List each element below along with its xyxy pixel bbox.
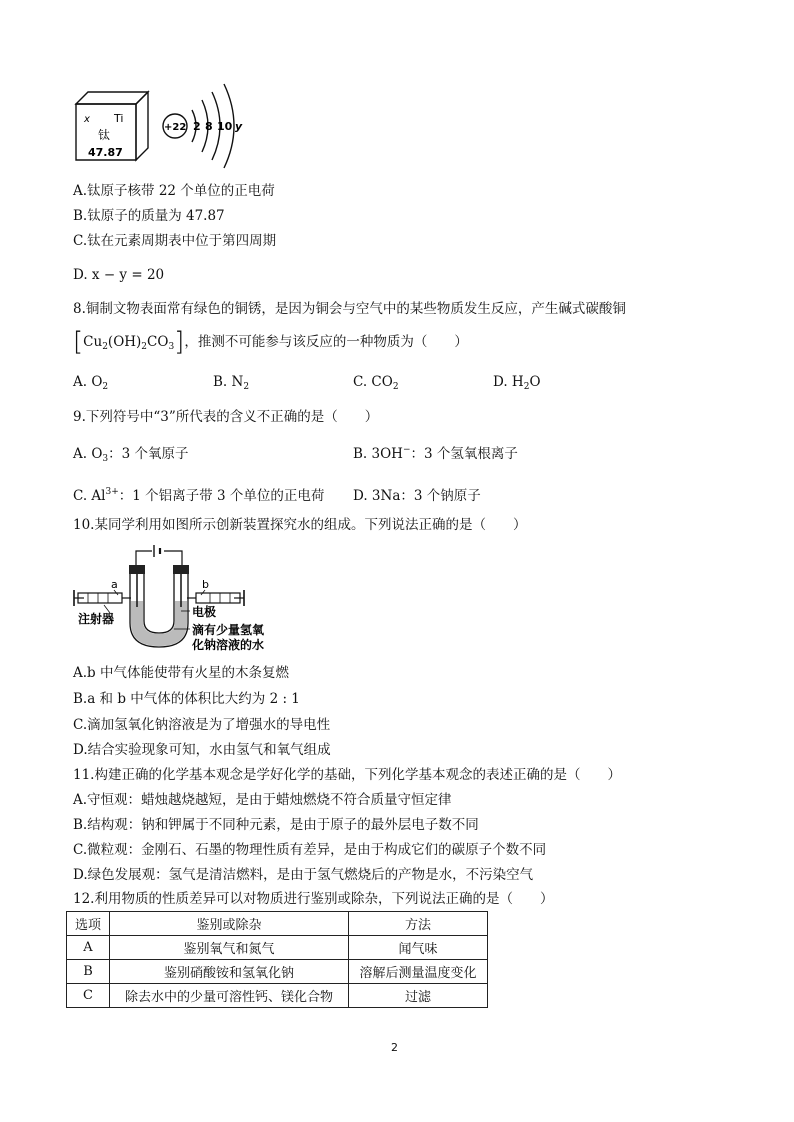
shell-3: 10	[217, 120, 233, 133]
label-a: a	[111, 578, 118, 591]
q10-stem: 10.某同学利用如图所示创新装置探究水的组成。下列说法正确的是（ ）	[73, 517, 527, 533]
q7-option-b[interactable]: B.钛原子的质量为 47.87	[73, 208, 225, 224]
atom-structure-diagram	[163, 84, 243, 168]
formula-bracket-right: ]	[174, 327, 185, 357]
q8-option-a[interactable]: A. $O_2$	[73, 374, 109, 392]
q10-option-c[interactable]: C.滴加氢氧化钠溶液是为了增强水的导电性	[73, 717, 331, 733]
q8-option-c[interactable]: C. $CO_2$	[353, 374, 399, 392]
shell-1: 2	[193, 120, 201, 133]
element-symbol: Ti	[114, 112, 124, 125]
label-syringe: 注射器	[78, 612, 115, 626]
element-card	[76, 92, 148, 160]
q7-option-a[interactable]: A.钛原子核带 22 个单位的正电荷	[73, 183, 275, 199]
header-option: 选项	[67, 912, 110, 936]
table-row: B 鉴别硝酸铵和氢氧化钠 溶解后测量温度变化	[67, 960, 488, 984]
q11-option-d[interactable]: D.绿色发展观：氢气是清洁燃料，是由于氢气燃烧后的产物是水，不污染空气	[73, 867, 534, 883]
q8-option-d[interactable]: D. $H_2O$	[493, 374, 541, 392]
label-solution-1: 滴有少量氢氧	[192, 623, 265, 637]
q10-option-a[interactable]: A.b 中气体能使带有火星的木条复燃	[73, 665, 289, 681]
nucleus-charge: +22	[164, 122, 187, 133]
page-number: 2	[391, 1041, 398, 1054]
shell-2: 8	[205, 120, 213, 133]
q8-stem-tail: ，推测不可能参与该反应的一种物质为（ ）	[184, 334, 468, 350]
formula: $Cu_2(OH)_2CO_3$	[83, 334, 175, 352]
element-mass: 47.87	[88, 146, 123, 159]
q7-figure	[74, 82, 264, 168]
shell-4: y	[235, 120, 243, 133]
table-row: A 鉴别氧气和氮气 闻气味	[67, 936, 488, 960]
q9-option-a[interactable]: A. $O_3$：3 个氧原子	[73, 446, 189, 464]
q10-option-d[interactable]: D.结合实验现象可知，水由氢气和氧气组成	[73, 742, 331, 758]
table-header-row	[67, 912, 488, 936]
q11-option-b[interactable]: B.结构观：钠和钾属于不同种元素，是由于原子的最外层电子数不同	[73, 817, 479, 833]
q8-stem-formula-line	[73, 327, 468, 357]
q9-option-b[interactable]: B. 3OH−：3 个氢氧根离子	[353, 445, 518, 462]
element-name: 钛	[98, 128, 111, 142]
table-row: C 除去水中的少量可溶性钙、镁化合物 过滤	[67, 984, 488, 1008]
q11-option-a[interactable]: A.守恒观：蜡烛越烧越短，是由于蜡烛燃烧不符合质量守恒定律	[73, 792, 452, 808]
q10-option-b[interactable]: B.a 和 b 中气体的体积比大约为 2 : 1	[73, 691, 300, 707]
q12-table	[66, 911, 488, 1008]
header-task: 鉴别或除杂	[110, 912, 349, 936]
q7-option-c[interactable]: C.钛在元素周期表中位于第四周期	[73, 233, 277, 249]
label-solution-2: 化钠溶液的水	[192, 638, 265, 652]
q9-option-c[interactable]: C. $Al^{3+}$：1 个铝离子带 3 个单位的正电荷	[73, 487, 325, 504]
header-method: 方法	[349, 912, 488, 936]
q11-stem: 11.构建正确的化学基本观念是学好化学的基础，下列化学基本观念的表述正确的是（ ）	[73, 767, 621, 783]
q7-option-d[interactable]: D. x − y = 20	[73, 267, 165, 283]
q9-stem: 9.下列符号中“3”所代表的含义不正确的是（ ）	[73, 409, 379, 425]
q12-stem: 12.利用物质的性质差异可以对物质进行鉴别或除杂，下列说法正确的是（ ）	[73, 891, 554, 907]
q11-option-c[interactable]: C.微粒观：金刚石、石墨的物理性质有差异，是由于构成它们的碳原子个数不同	[73, 842, 547, 858]
label-electrode: 电极	[192, 605, 217, 619]
label-b: b	[202, 578, 209, 591]
q8-stem: 8.铜制文物表面常有绿色的铜锈，是因为铜会与空气中的某些物质发生反应，产生碱式碳酸铜	[73, 301, 626, 317]
formula-bracket-left: [	[73, 327, 84, 357]
element-number: x	[84, 114, 90, 125]
q8-option-b[interactable]: B. $N_2$	[213, 374, 250, 392]
q9-option-d[interactable]: D. 3Na：3 个钠原子	[353, 488, 481, 504]
q10-electrolysis-figure	[74, 543, 265, 655]
